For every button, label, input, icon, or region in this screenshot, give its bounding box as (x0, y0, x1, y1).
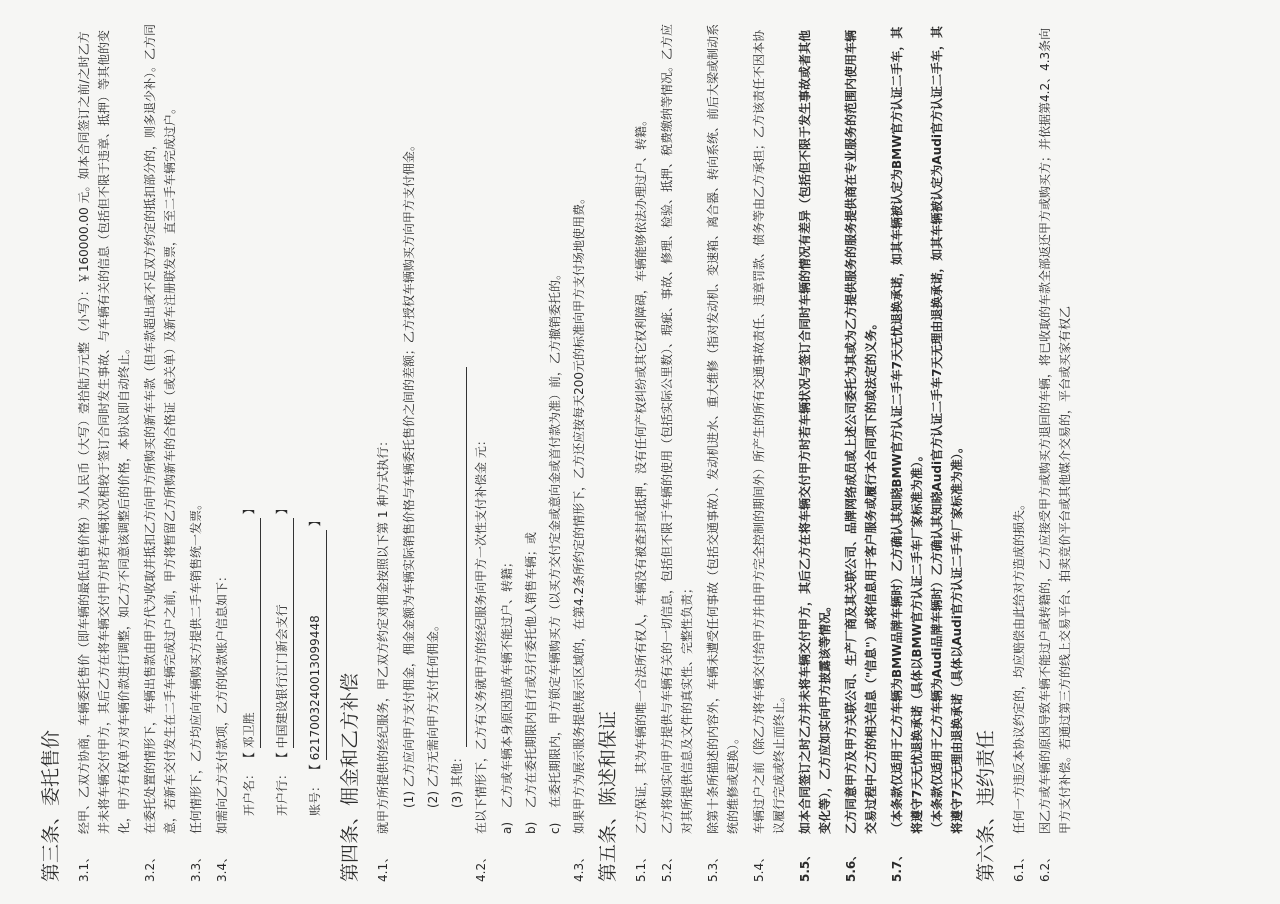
bank-label: 开户行： (275, 767, 289, 816)
bank-field: 开户行： 【 中国建设银行江门新会支行 】 (271, 20, 294, 882)
clause-5-2 (657, 20, 697, 882)
account-holder-field: 开户名： 【 邓卫胜 】 (238, 20, 261, 882)
clause-number: 5.6、 (844, 848, 858, 882)
sub-text: 乙方在委托期限内自行或另行委托他人销售车辆；或 (524, 531, 538, 808)
option-text: (1) 乙方应向甲方支付佣金，佣金金额为车辆实际销售价格与车辆委托售价之间的差额；乙方授权车辆购买方向甲方支付佣金。 (402, 139, 416, 808)
account-number-label: 账号： (308, 779, 322, 816)
clause-text: 在以下情形下，乙方有义务就甲方的经纪服务向甲方一次性支付补偿金 元： (474, 434, 488, 834)
clause-text-bmw: （本条款仅适用于乙方车辆为BMW品牌车辆时）乙方确认其知晓BMW官方认证二手车7天无忧退换承诺，如其车辆被认定为BMW官方认证二手车，其将遵守7天无忧退换承诺（具体以BMW官方认证二手车厂家标准为准）。 (890, 26, 924, 834)
clause-text: 乙方将如实向甲方提供与车辆有关的一切信息，包括但不限于车辆的使用（包括实际公里数）、瑕疵、事故、修理、检验、抵押、税费缴纳等情况。乙方应对其所提供信息及文件的真实性、完整性负责； (660, 23, 694, 834)
clause-5-4 (749, 20, 789, 882)
clause-text: 如需向乙方支付款项，乙方的收款账户信息如下： (215, 569, 229, 834)
option-text: (2) 乙方无需向甲方支付任何佣金。 (426, 619, 440, 808)
sub-text: 乙方或车辆本身原因造成车辆不能过户、转籍； (500, 555, 514, 808)
clause-text-audi: （本条款仅适用于乙方车辆为Audi品牌车辆时）乙方确认其知晓Audi官方认证二手车7天无理由退换承诺，如其车辆被认定为Audi官方认证二手车，其将遵守7天无理由退换承诺（具体以Audi官方认证二手车厂家标准为准）。 (930, 26, 964, 834)
clause-3-1 (74, 20, 134, 882)
sub-b (521, 20, 541, 882)
clause-number: 5.2、 (660, 850, 674, 882)
clause-5-6 (841, 20, 881, 882)
clause-number: 6.1、 (1012, 850, 1026, 882)
account-holder-label: 开户名： (242, 767, 256, 816)
section-5-title: 第五条、陈述和保证 (597, 710, 619, 882)
sub-text: 在委托期限内，甲方锁定车辆购买方（以买方交付定金或意向金或首付款为准）前，乙方撤销委托的。 (548, 267, 562, 808)
sub-number: a) (500, 821, 514, 834)
clause-text: 乙方保证，其为车辆的唯一合法所有权人，车辆没有被查封或抵押，没有任何产权纠纷或其它权利障碍，车辆能够依法办理过户、转籍。 (634, 113, 648, 834)
clause-number: 5.1、 (634, 850, 648, 882)
clause-5-7 (887, 20, 967, 882)
clause-number: 4.3、 (572, 850, 586, 882)
clause-3-3 (186, 20, 206, 882)
option-3 (447, 20, 467, 882)
clause-number: 5.5、 (798, 848, 812, 882)
sub-number: c) (548, 822, 562, 834)
clause-number: 6.2、 (1038, 850, 1052, 882)
section-4-title: 第四条、佣金和乙方补偿 (339, 672, 361, 882)
clause-text: 在委托处置的情形下，车辆出售款由甲方代为收取并抵扣乙方向甲方所购买的新车车款（但车款超出或不足双方约定的抵扣部分的，则多退少补）。乙方同意，若新车交付发生在二手车辆完成过户之前，甲方将暂留乙方所购新车的合格证（或关单）及新车注册联发票，直至二手车辆完成过户。 (143, 23, 177, 834)
clause-text: 如果甲方为展示服务提供展示区域的，在第4.2条所约定的情形下，乙方还应按每天200元的标准向甲方支付场地使用费。 (572, 192, 586, 834)
clause-number: 3.1、 (77, 850, 91, 882)
bank-value: 中国建设银行江门新会支行 (271, 518, 294, 748)
option-text: (3) 其他： (450, 751, 464, 808)
clause-5-3 (703, 20, 743, 882)
account-holder-value: 邓卫胜 (238, 518, 261, 748)
clause-number: 4.2、 (474, 850, 488, 882)
sub-number: b) (524, 821, 538, 834)
clause-number: 3.4、 (215, 850, 229, 882)
clause-3-4 (212, 20, 232, 882)
sub-c (545, 20, 565, 882)
clause-number: 4.1、 (376, 850, 390, 882)
section-6-title: 第六条、违约责任 (975, 729, 997, 882)
option-1 (399, 20, 419, 882)
clause-text: 如本合同签订之时乙方并未将车辆交付甲方，其后乙方在将车辆交付甲方时若车辆状况与签订合同时车辆的情况有差异（包括但不限于发生事故或者其他变化等），乙方应如实向甲方披露该等情况。 (798, 29, 832, 834)
clause-number: 5.3、 (706, 850, 720, 882)
account-number-field: 账号： 【 6217003240013099448 】 (304, 20, 327, 882)
clause-5-5 (795, 20, 835, 882)
clause-4-2 (471, 20, 491, 882)
clause-4-3 (569, 20, 589, 882)
sub-a (497, 20, 517, 882)
clause-text: 经甲、乙双方协商，车辆委托售价（即车辆的最低出售价格）为人民币（大写）壹拾陆万元整 （小写）：￥160000.00 元。如本合同签订之前/之时乙方并未将车辆交付甲方，其后乙方在将车辆交付甲方时若车辆状况相较于签订合同时发生事故、与车辆有关的信息（包括但不限于违章、抵押）等其他的变化，甲方有权单方对车辆价款进行调整，如乙方不同意该调整后的价格，本协议即自动终止。 (77, 29, 131, 834)
clause-number: 3.3、 (189, 850, 203, 882)
clause-4-1 (373, 20, 393, 882)
clause-text: 任何情形下，乙方均应向车辆购买方提供二手车销售统一发票。 (189, 497, 203, 834)
blank-line (452, 367, 467, 747)
section-3-title: 第三条、委托售价 (40, 729, 62, 882)
clause-text: 车辆过户之前（除乙方将车辆交付给甲方并由甲方完全控制的期间外）所产生的所有交通事故责任、违章罚款、债务等由乙方承担；乙方该责任不因本协议履行完成或终止而终止。 (752, 29, 786, 834)
clause-6-2 (1035, 20, 1075, 882)
clause-5-1 (631, 20, 651, 882)
clause-number: 5.7、 (890, 848, 904, 882)
clause-text: 因乙方或车辆的原因导致车辆不能过户或转籍的，乙方应接受甲方或购买方退回的车辆，将已收取的车款全部返还甲方或购买方；并依据第4.2、4.3条向甲方支付补偿。若通过第三方的线上交易平台、拍卖竞价平台或其他媒介交易的，平台或买家有权乙 (1038, 27, 1072, 834)
clause-3-2 (140, 20, 180, 882)
clause-text: 任何一方违反本协议约定的，均应赔偿由此给对方造成的损失。 (1012, 497, 1026, 834)
clause-number: 5.4、 (752, 850, 766, 882)
document-body (38, 20, 1081, 882)
clause-text: 乙方同意甲方及甲方关联公司、生产厂商及其关联公司、品牌网络成员或上述公司委托为其或为乙方提供服务的服务提供商在专业服务的范围内使用车辆交易过程中乙方的相关信息（"信息"）或将信息用于客户服务或履行本合同项下的或法定的义务。 (844, 29, 878, 834)
clause-text: 就甲方所提供的经纪服务，甲乙双方约定对佣金按照以下第 1 种方式执行： (376, 434, 390, 834)
clause-number: 3.2、 (143, 850, 157, 882)
option-2 (423, 20, 443, 882)
account-number-value: 6217003240013099448 (304, 530, 327, 760)
clause-6-1 (1009, 20, 1029, 882)
clause-text: 除第十条所描述的内容外，车辆未遭受任何事故（包括交通事故）、发动机进水、重大维修（指对发动机、变速箱、离合器、转向系统、前后大梁或制动系统的维修或更换）。 (706, 23, 740, 834)
